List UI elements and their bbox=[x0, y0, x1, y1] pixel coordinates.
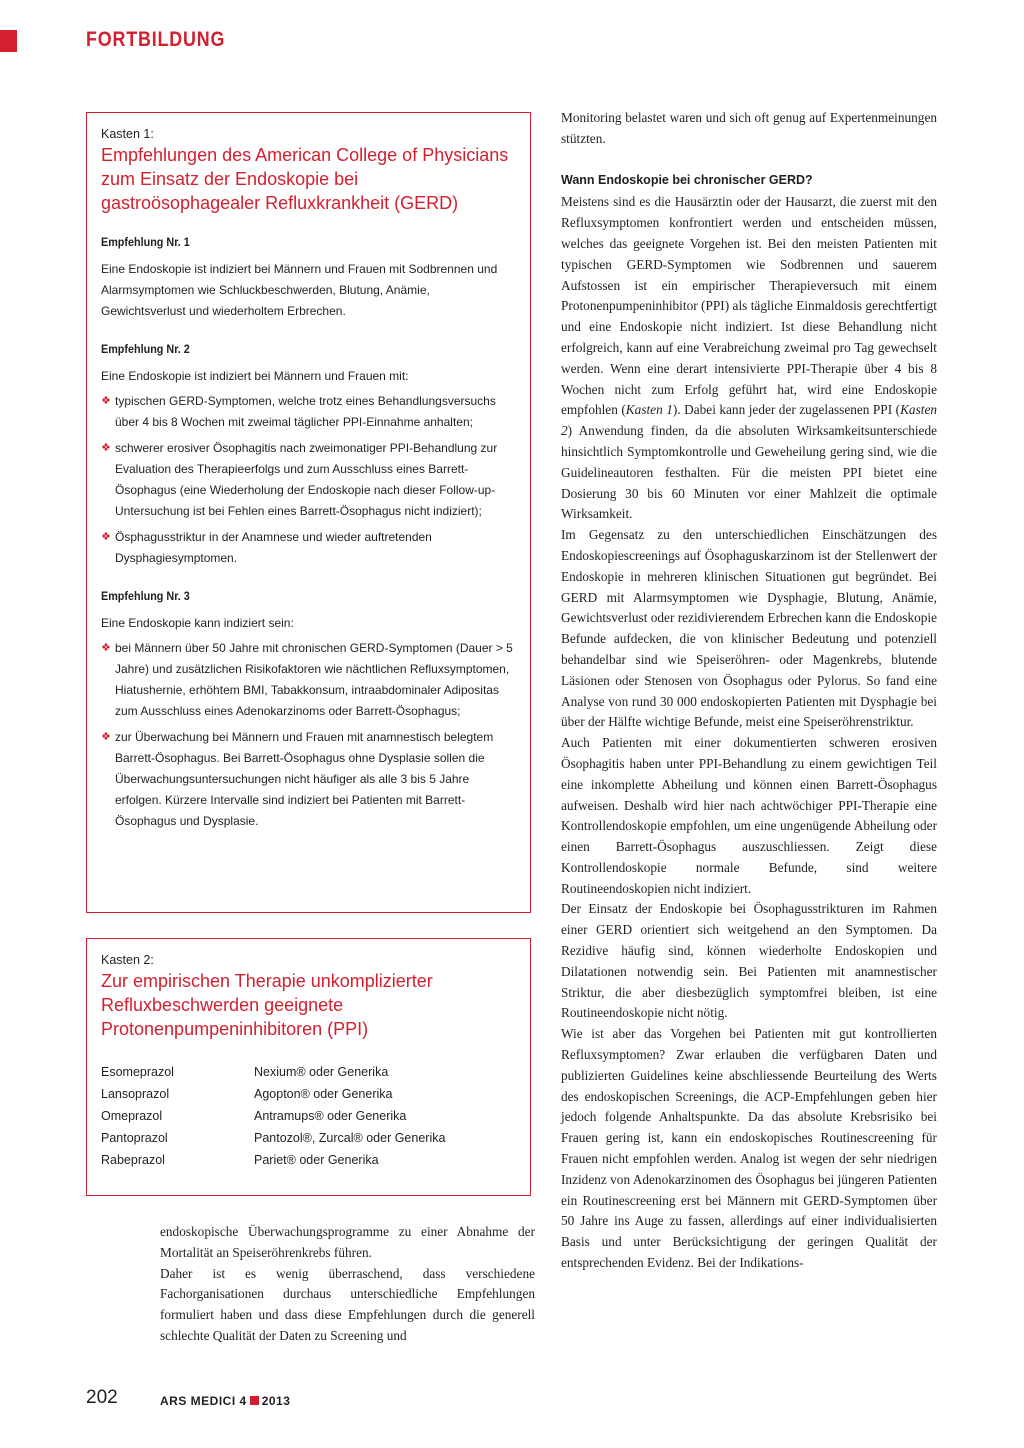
brand-name: Antramups® oder Generika bbox=[254, 1109, 407, 1123]
box-reference: Kasten 2 bbox=[561, 402, 937, 439]
bullet-icon: ❖ bbox=[101, 642, 111, 654]
box-kicker: Kasten 2: bbox=[101, 953, 154, 967]
journal-year: 2013 bbox=[261, 1394, 291, 1408]
paragraph: endoskopische Überwachungsprogramme zu einer Abnahme der Mortalität an Speiseröhrenkrebs führen. bbox=[160, 1224, 535, 1260]
recommendation-heading: Empfehlung Nr. 3 bbox=[101, 589, 190, 603]
list-item bbox=[101, 727, 516, 832]
paragraph bbox=[561, 192, 937, 525]
paragraph: Im Gegensatz zu den unterschiedlichen Einschätzungen des Endoskopiescreenings auf Ösophaguskarzinom ist der Stellenwert der Endoskopie in mehreren klinischen Situationen gut begründet. Bei GERD mit Alarmsymptomen wie Dysphagie, Blutung, Anämie, Gewichtsverlust oder rezidivierendem Erbrechen kann die Endoskopie Befunde aufdecken, die von klinischer Bedeutung und potenziell behandelbar sind wie Speiseröhren- oder Magenkrebs, blutende Läsionen oder Stenosen von Ösophagus oder Pylorus. So fand eine Analyse von rund 30 000 endoskopierten Patienten mit Dysphagie bei über der Hälfte wichtige Befunde, meist eine Speiseröhrenstriktur. bbox=[561, 527, 937, 730]
box-reference: Kasten 1 bbox=[625, 402, 673, 418]
recommendation-text: Eine Endoskopie ist indiziert bei Männern und Frauen mit Sodbrennen und Alarmsymptomen wie Schluckbeschwerden, Blutung, Anämie, Gewichtsverlust und wiederholtem Erbrechen. bbox=[101, 262, 498, 318]
recommendation-list bbox=[101, 638, 516, 832]
recommendation-intro: Eine Endoskopie kann indiziert sein: bbox=[101, 616, 294, 630]
table-row bbox=[101, 1065, 445, 1087]
recommendation-list bbox=[101, 391, 516, 569]
paragraph: Der Einsatz der Endoskopie bei Ösophagusstrikturen im Rahmen einer GERD orientiert sich weitgehend an den Symptomen. Da Rezidive häufig sind, können wiederholte Endoskopien und Dilatationen notwendig sein. Bei Patienten mit anamnestischer Striktur, die aber diesbezüglich symptomfrei bleiben, ist eine Routineendoskopie nicht nötig. bbox=[561, 901, 937, 1021]
bullet-icon: ❖ bbox=[101, 531, 111, 543]
list-item bbox=[101, 438, 516, 522]
bullet-icon: ❖ bbox=[101, 442, 111, 454]
paragraph: Wie ist aber das Vorgehen bei Patienten mit gut kontrollierten Refluxsymptomen? Zwar erlauben die verfügbaren Daten und publizierten Guidelines keine abschliessende Beurteilung des Werts des endoskopischen Screenings, die ACP-Empfehlungen geben hier jedoch folgende Anhaltspunkte. Da das absolute Krebsrisiko bei Frauen gering ist, kann ein endoskopisches Routinescreening für Frauen nicht empfohlen werden. Analog ist wegen der sehr niedrigen Inzidenz von Adenokarzinomen des Ösophagus bei jüngeren Patienten ein Routinescreening erst bei Männern mit GERD-Symptomen über 50 Jahre ins Auge zu fassen, allerdings auf einer individualisierten Basis und unter Berücksichtigung der geringen Qualität der entsprechenden Evidenz. Bei der Indikations- bbox=[561, 1026, 937, 1271]
bullet-icon: ❖ bbox=[101, 395, 111, 407]
drug-name: Omeprazol bbox=[101, 1109, 163, 1123]
text-run: Meistens sind es die Hausärztin oder der Hausarzt, die zuerst mit den Refluxsymptomen konfrontiert werden und entscheiden müssen, welches das geeignete Vorgehen ist. Bei den meisten Patienten mit typischen GERD-Symptomen wie Sodbrennen und sauerem Aufstossen ist ein empirischer Therapieversuch mit einem Protonenpumpeninhibitor (PPI) als tägliche Einmaldosis gerechtfertigt und eine Endoskopie nicht indiziert. Ist diese Behandlung nicht erfolgreich, kann auf eine Verabreichung zweimal pro Tag gewechselt werden. Wenn eine derart intensivierte PPI-Therapie über 4 bis 8 Wochen nicht zum Erfolg geführt hat, wird eine Endoskopie empfohlen ( bbox=[561, 194, 937, 418]
recommendation-heading: Empfehlung Nr. 2 bbox=[101, 342, 190, 356]
paragraph: Monitoring belastet waren und sich oft genug auf Expertenmeinungen stützten. bbox=[561, 110, 937, 146]
drug-name: Rabeprazol bbox=[101, 1153, 165, 1167]
list-item bbox=[101, 527, 516, 569]
list-item-text: schwerer erosiver Ösophagitis nach zweimonatiger PPI-Behandlung zur Evaluation des Therapieerfolgs und zum Ausschluss eines Barrett-Ösophagus (eine Wiederholung der Endoskopie nach dieser Follow-up-Untersuchung ist bei Fehlen eines Barrett-Ösophagus nicht indiziert); bbox=[115, 441, 498, 518]
table-row bbox=[101, 1087, 445, 1109]
list-item-text: Ösphagusstriktur in der Anamnese und wieder auftretenden Dysphagiesymptomen. bbox=[115, 530, 432, 565]
list-item bbox=[101, 391, 516, 433]
brand-name: Nexium® oder Generika bbox=[254, 1065, 389, 1079]
subheading: Wann Endoskopie bei chronischer GERD? bbox=[561, 172, 813, 187]
table-row bbox=[101, 1109, 445, 1131]
list-item-text: bei Männern über 50 Jahre mit chronischen GERD-Symptomen (Dauer > 5 Jahre) und zusätzlichen Risikofaktoren wie nächtlichen Refluxsymptomen, Hiatushernie, erhöhtem BMI, Tabakkonsum, intraabdominaler Adipositas zum Ausschluss eines Adenokarzinoms oder Barrett-Ösophagus; bbox=[115, 641, 513, 718]
drug-name: Esomeprazol bbox=[101, 1065, 174, 1079]
right-column bbox=[561, 108, 937, 1274]
brand-name: Pantozol®, Zurcal® oder Generika bbox=[254, 1131, 446, 1145]
drug-name: Lansoprazol bbox=[101, 1087, 170, 1101]
brand-name: Agopton® oder Generika bbox=[254, 1087, 393, 1101]
box-title: Zur empirischen Therapie unkomplizierter Refluxbeschwerden geeignete Protonenpumpeninhibitoren (PPI) bbox=[101, 971, 433, 1039]
drug-name: Pantoprazol bbox=[101, 1131, 168, 1145]
journal-name: ARS MEDICI 4 bbox=[160, 1394, 247, 1408]
left-column bbox=[160, 1222, 535, 1347]
recommendation-heading: Empfehlung Nr. 1 bbox=[101, 235, 190, 249]
bullet-icon: ❖ bbox=[101, 731, 111, 743]
paragraph: Auch Patienten mit einer dokumentierten schweren erosiven Ösophagitis haben unter PPI-Behandlung zu einem gewichtigen Teil eine inkomplette Abheilung und können einen Barrett-Ösophagus aufweisen. Deshalb wird hier nach achtwöchiger PPI-Therapie eine Kontrollendoskopie empfohlen, um eine ungenügende Abheilung oder einen Barrett-Ösophagus auszuschliessen. Zeigt diese Kontrollendoskopie normale Befunde, sind weitere Routineendoskopien nicht indiziert. bbox=[561, 735, 937, 896]
list-item bbox=[101, 638, 516, 722]
box-title: Empfehlungen des American College of Physicians zum Einsatz der Endoskopie bei gastroösophagealer Refluxkrankheit (GERD) bbox=[101, 145, 509, 213]
paragraph: Daher ist es wenig überraschend, dass verschiedene Fachorganisationen durchaus unterschiedliche Empfehlungen formuliert haben und dass diese Empfehlungen durch die generell schlechte Qualität der Daten zu Screening und bbox=[160, 1265, 535, 1343]
section-title: FORTBILDUNG bbox=[86, 28, 226, 51]
text-run: ) Anwendung finden, da die absoluten Wirksamkeitsunterschiede hinsichtlich Symptomkontrolle und Geweheilung gering sind, wie die Guidelineautoren festhalten. Für die meisten PPI bietet eine Dosierung 30 bis 60 Minuten vor einer Mahlzeit die optimale Wirksamkeit. bbox=[561, 423, 937, 522]
list-item-text: zur Überwachung bei Männern und Frauen mit anamnestisch belegtem Barrett-Ösophagus. Bei Barrett-Ösophagus ohne Dysplasie sollen die Überwachungsuntersuchungen nicht häufiger als alle 3 bis 5 Jahre erfolgen. Kürzere Intervalle sind indiziert bei Patienten mit Barrett-Ösophagus und Dysplasie. bbox=[115, 730, 494, 828]
text-run: ). Dabei kann jeder der zugelassenen PPI ( bbox=[672, 402, 901, 418]
square-separator-icon bbox=[250, 1396, 259, 1405]
page-number: 202 bbox=[86, 1387, 118, 1408]
section-marker bbox=[0, 30, 17, 52]
brand-name: Pariet® oder Generika bbox=[254, 1153, 379, 1167]
journal-footer bbox=[160, 1394, 290, 1408]
table-row bbox=[101, 1153, 445, 1175]
list-item-text: typischen GERD-Symptomen, welche trotz eines Behandlungsversuchs über 4 bis 8 Wochen mit zweimal täglicher PPI-Einnahme anhalten; bbox=[115, 394, 496, 429]
info-box-2 bbox=[86, 938, 531, 1196]
recommendation-intro: Eine Endoskopie ist indiziert bei Männern und Frauen mit: bbox=[101, 369, 409, 383]
box-kicker: Kasten 1: bbox=[101, 127, 154, 141]
ppi-table bbox=[101, 1065, 445, 1175]
table-row bbox=[101, 1131, 445, 1153]
info-box-1 bbox=[86, 112, 531, 913]
